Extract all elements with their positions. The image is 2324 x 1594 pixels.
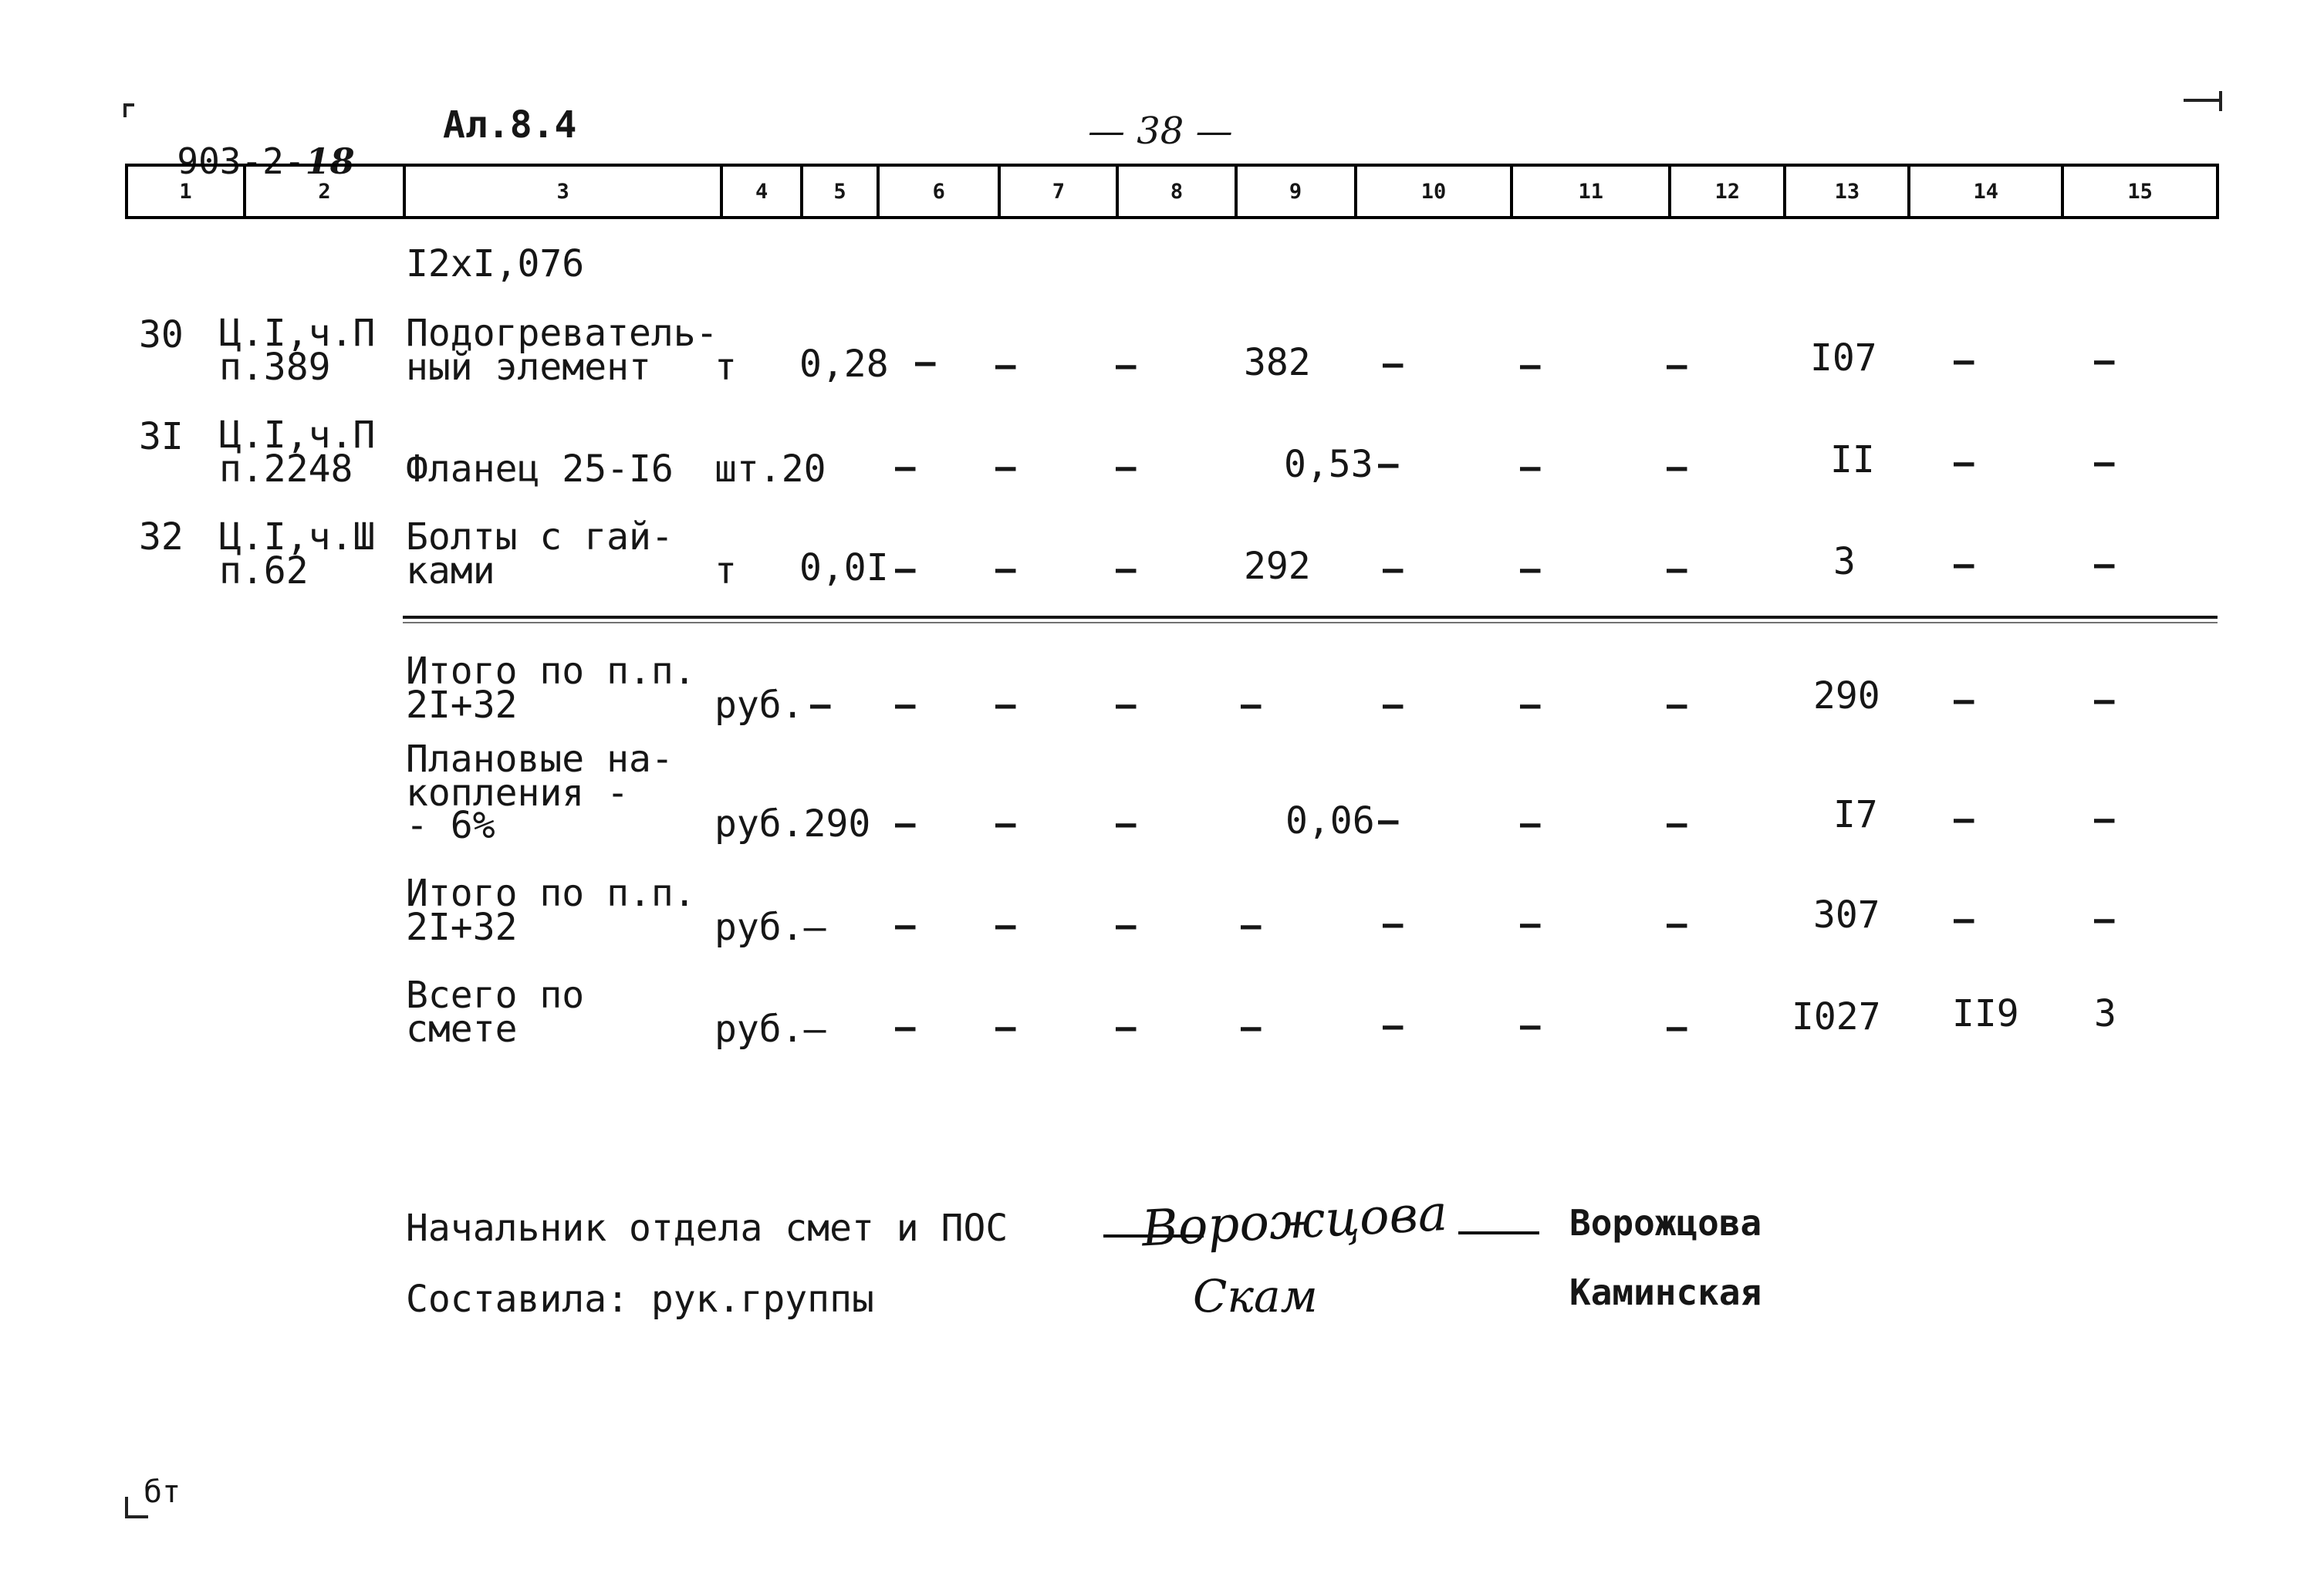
col-header-4: 4 [723, 167, 802, 216]
row-c15: – [2094, 545, 2115, 584]
total-c6: – [895, 1008, 916, 1047]
row-ref-2: п.389 [219, 346, 331, 389]
total-c14: – [1954, 900, 1974, 939]
total-c14: II9 [1952, 992, 2019, 1035]
row-c7: – [995, 346, 1016, 385]
signature-role-1: Начальник отдела смет и ПОС [406, 1207, 1008, 1250]
total-c7: – [995, 906, 1016, 945]
total-c7: – [995, 804, 1016, 843]
total-c12: – [1667, 804, 1687, 843]
col-header-5: 5 [803, 167, 880, 216]
total-c6: – [895, 906, 916, 945]
row-c9: 292 [1244, 545, 1311, 588]
total-c10: – [1383, 1006, 1404, 1045]
row-c13: 3 [1833, 540, 1856, 583]
col-header-6: 6 [880, 167, 1001, 216]
row-c9: 382 [1244, 341, 1311, 384]
col-header-13: 13 [1786, 167, 1910, 216]
total-c7: – [995, 1008, 1016, 1047]
total-c8: – [1116, 906, 1137, 945]
row-c11: – [1520, 346, 1541, 385]
row-c10: – [1383, 344, 1404, 383]
total-c13: 307 [1813, 893, 1880, 937]
table-separator [403, 616, 2218, 619]
total-name-1: Итого по п.п. [406, 872, 696, 915]
row-c12: – [1667, 346, 1687, 385]
total-c11: – [1520, 804, 1541, 843]
total-c5: – [810, 685, 831, 724]
page-number: — 38 — [1088, 110, 1233, 153]
sheet-label: Ал.8.4 [443, 103, 577, 147]
total-name-1: Всего по [406, 974, 585, 1017]
row-c6: – [915, 343, 936, 382]
total-c7: – [995, 685, 1016, 724]
row-continuation-text: I2xI,076 [406, 242, 585, 285]
corner-mark-bottom-left-h [125, 1515, 148, 1518]
corner-mark-top-right [2184, 99, 2222, 102]
table-separator-shadow [403, 622, 2218, 623]
total-c13: I027 [1792, 995, 1881, 1038]
total-c10: – [1383, 685, 1404, 724]
row-c11: – [1520, 447, 1541, 487]
row-c10: – [1378, 444, 1399, 484]
total-c11: – [1520, 685, 1541, 724]
row-c7: – [995, 549, 1016, 589]
row-unit: т [714, 549, 737, 593]
row-qty: 0,0I [799, 546, 889, 589]
total-c10: – [1378, 801, 1399, 840]
col-header-1: 1 [128, 167, 246, 216]
row-ref-2: п.62 [219, 549, 309, 593]
row-c13: I07 [1810, 336, 1877, 380]
total-unit: руб.– [714, 906, 826, 949]
total-c9: 0,06 [1285, 799, 1375, 843]
total-c6: – [895, 685, 916, 724]
row-c14: – [1954, 341, 1974, 380]
total-c12: – [1667, 904, 1687, 944]
total-name-3: - 6% [406, 804, 495, 847]
total-c15: 3 [2094, 992, 2116, 1035]
row-name-2: ный элемент [406, 346, 651, 389]
total-unit: руб.– [714, 1008, 826, 1051]
total-c8: – [1116, 804, 1137, 843]
total-name-2: 2I+32 [406, 684, 518, 727]
row-ref-1: Ц.I,ч.П [219, 414, 376, 457]
row-name-1: Подогреватель- [406, 312, 718, 355]
document-code-handwritten: 18 [305, 140, 355, 182]
row-c13: II [1830, 438, 1875, 481]
total-name-1: Итого по п.п. [406, 650, 696, 693]
row-number: 3I [139, 415, 184, 458]
col-header-14: 14 [1910, 167, 2064, 216]
corner-mark-top-right-v [2219, 91, 2222, 111]
row-name-2: ками [406, 549, 495, 593]
col-header-11: 11 [1513, 167, 1671, 216]
total-c14: – [1954, 680, 1974, 720]
total-c8: – [1116, 1008, 1137, 1047]
total-c12: – [1667, 1008, 1687, 1047]
corner-mark-top-left-h [123, 103, 134, 106]
col-header-2: 2 [246, 167, 406, 216]
total-c8: – [1116, 685, 1137, 724]
row-ref-2: п.2248 [219, 447, 353, 491]
row-name-1: Болты с гай- [406, 515, 674, 559]
row-c8: – [1116, 346, 1137, 385]
signature-script-2: Скам [1193, 1270, 1318, 1322]
footer-mark: бт [144, 1474, 181, 1510]
row-qty: 0,28 [799, 343, 889, 386]
row-unit: т [714, 346, 737, 389]
document-code: 903-2-18 [177, 140, 355, 182]
row-c14: – [1954, 545, 1974, 584]
signature-script-1: Ворожцова [1140, 1188, 1449, 1258]
col-header-10: 10 [1357, 167, 1514, 216]
total-c13: 290 [1813, 674, 1880, 718]
row-c15: – [2094, 341, 2115, 380]
row-number: 30 [139, 313, 184, 356]
total-c10: – [1383, 904, 1404, 944]
signature-name-1: Ворожцова [1569, 1202, 1762, 1244]
handwritten-signature-2 [1188, 1265, 1343, 1335]
total-c13: I7 [1833, 793, 1878, 836]
signature-role-2: Составила: рук.группы [406, 1278, 874, 1321]
signature-name-2: Каминская [1569, 1271, 1762, 1313]
row-c14: – [1954, 443, 1974, 482]
row-c15: – [2094, 443, 2115, 482]
total-name-2: смете [406, 1008, 518, 1051]
total-c9: – [1241, 685, 1262, 724]
column-header-row [125, 164, 2219, 219]
row-number: 32 [139, 515, 184, 559]
col-header-12: 12 [1671, 167, 1786, 216]
total-c9: – [1241, 1008, 1262, 1047]
row-c6: – [895, 549, 916, 589]
row-c12: – [1667, 447, 1687, 487]
total-c15: – [2094, 680, 2115, 720]
row-ref-1: Ц.I,ч.П [219, 312, 376, 355]
row-c10: – [1383, 549, 1404, 589]
row-name-1: Фланец 25-I6 [406, 447, 674, 491]
row-ref-1: Ц.I,ч.Ш [219, 515, 376, 559]
row-c12: – [1667, 549, 1687, 589]
total-c12: – [1667, 685, 1687, 724]
total-c9: – [1241, 906, 1262, 945]
row-unit: шт.20 [714, 447, 826, 491]
total-unit: руб. [714, 684, 804, 727]
total-c15: – [2094, 799, 2115, 839]
row-c6: – [895, 447, 916, 487]
total-c11: – [1520, 904, 1541, 944]
total-c6: – [895, 804, 916, 843]
total-name-2: копления - [406, 772, 629, 815]
col-header-8: 8 [1119, 167, 1237, 216]
row-c11: – [1520, 549, 1541, 589]
col-header-7: 7 [1001, 167, 1119, 216]
row-c9: 0,53 [1284, 443, 1373, 486]
handwritten-signature-1 [1096, 1188, 1543, 1258]
total-c14: – [1954, 799, 1974, 839]
total-name-1: Плановые на- [406, 738, 674, 781]
row-c8: – [1116, 447, 1137, 487]
row-c8: – [1116, 549, 1137, 589]
total-c11: – [1520, 1006, 1541, 1045]
total-unit: руб.290 [714, 802, 871, 846]
col-header-9: 9 [1238, 167, 1357, 216]
total-name-2: 2I+32 [406, 906, 518, 949]
col-header-15: 15 [2064, 167, 2219, 216]
row-c7: – [995, 447, 1016, 487]
total-c15: – [2094, 900, 2115, 939]
col-header-3: 3 [406, 167, 724, 216]
